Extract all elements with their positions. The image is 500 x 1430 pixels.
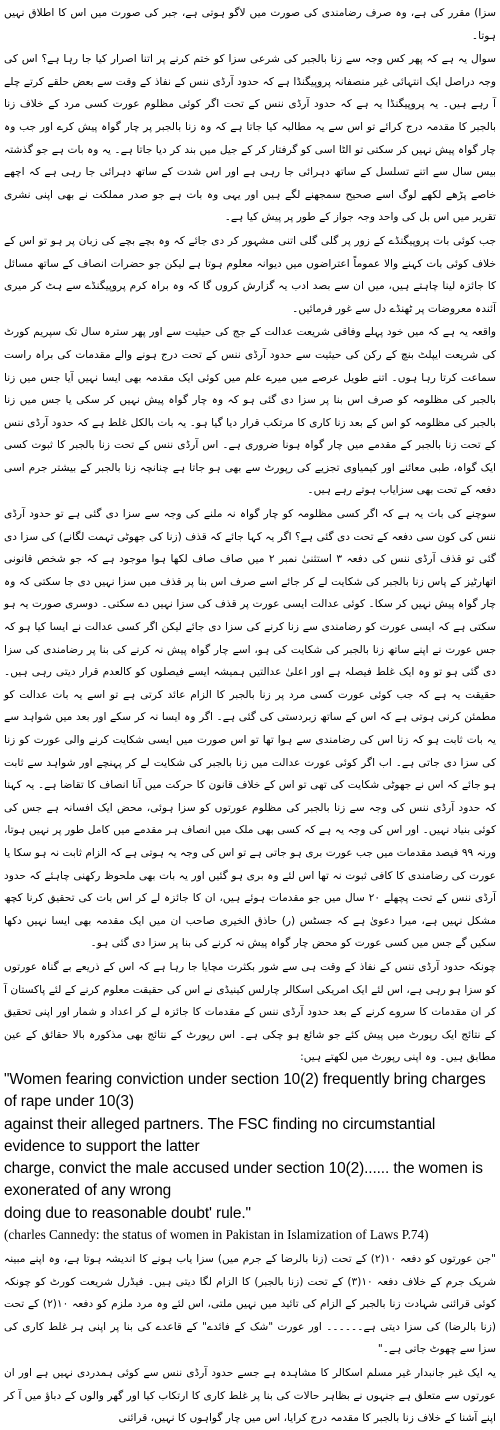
english-quote-line-4: doing due to reasonable doubt' rule." xyxy=(4,1204,251,1222)
paragraph-6: چونکہ حدود آرڈی ننس کے نفاذ کے وقت ہی سے شور بکثرت مچایا جا رہا ہے کہ اس کے ذریعے بے گناہ عورتوں کو سزا ہو رہی ہے، اس لئے ایک امریکی اسکالر چارلس کینیڈی نے اس کی حقیقت معلوم کرنے کے لئے پاکستان آ کر ان مقدمات کا سروے کرنے کے بعد حدود آرڈی ننس کے مقدمات کا جائزہ لے کر اعداد و شمار اور اپنی تحقیق کے نتائج ایک رپورٹ میں پیش کئے جو شائع ہو چکی ہے۔ اس رپورٹ کے نتائج بھی مذکورہ بالا حقائق کے عین مطابق ہیں۔ وہ اپنی رپورٹ میں لکھتے ہیں: xyxy=(4,960,496,1064)
english-quote-line-2: against their alleged partners. The FSC finding no circumstantial evidence to support the latter xyxy=(4,1115,436,1155)
english-quote xyxy=(4,1069,496,1225)
paragraph-10: یہ ایک غیر جانبدار غیر مسلم اسکالر کا مشاہدہ ہے جسے حدود آرڈی ننس سے کوئی ہمدردی نہیں ہے اور ان عورتوں سے متعلق ہے جنہوں نے بظاہر حالات کی بنا پر غلط کاری کا ارتکاب کیا اور گھر والوں کے دباؤ میں آ کر اپنے آشنا کے خلاف زنا بالجبر کا مقدمہ درج کرایا، اس میں چار گواہوں کا نہیں، قرائنی xyxy=(4,1366,496,1425)
paragraph-4: واقعہ یہ ہے کہ میں خود پہلے وفاقی شریعت عدالت کے جج کی حیثیت سے اور پھر سترہ سال تک سپریم کورٹ کی شریعت ایپلٹ بنچ کے رکن کی حیثیت سے حدود آرڈی ننس کے تحت درج ہونے والے مقدمات کی براہ راست سماعت کرتا رہا ہوں۔ اتنے طویل عرصے میں میرے علم میں کوئی ایک مقدمہ بھی ایسا نہیں آیا جس میں زنا بالجبر کی مظلومہ کو صرف اس بنا پر سزا دی گئی ہو کہ وہ چار گواہ پیش نہیں کر سکی یا جس میں زنا بالجبر کی مظلومہ کو اس کے بعد زنا کاری کا مرتکب قرار دیا گیا ہو۔ یہ بات بالکل غلط ہے کہ حدود آرڈی ننس کے تحت زنا بالجبر کے مقدمے میں چار گواہ ہونا ضروری ہے۔ اس آرڈی ننس کے تحت زنا بالجبر کا ثبوت کسی ایک گواہ، طبی معائنے اور کیمیاوی تجزیے کی رپورٹ سے بھی ہو جاتا ہے چنانچہ زنا بالجبر کے بیشتر جرم اسی دفعہ کے تحت بھی سزایاب ہوتے رہے ہیں۔ xyxy=(4,326,496,497)
document-page xyxy=(4,2,496,1430)
paragraph-5: سوچنے کی بات یہ ہے کہ اگر کسی مظلومہ کو چار گواہ نہ ملنے کی وجہ سے سزا دی گئی ہے تو حدود آرڈی ننس کی کون سی دفعہ کے تحت دی گئی ہے؟ اگر یہ کہا جائے کہ قذف (زنا کی جھوٹی تہمت لگانے) کی سزا دی گئی تو قذف آرڈی ننس کی دفعہ ۳ استثنیٰ نمبر ۲ میں صاف صاف لکھا ہوا موجود ہے کہ جو شخص قانونی اتھارٹیز کے پاس زنا بالجبر کی شکایت لے کر جائے اسے صرف اس بنا پر قذف میں سزا نہیں دی جا سکتی کہ وہ چار گواہ پیش نہیں کر سکا۔ کوئی عدالت ایسی عورت پر قذف کی سزا نہیں دے سکتی۔ دوسری صورت یہ ہو سکتی ہے کہ ایسی عورت کو رضامندی سے زنا کرنے کی سزا دی جائے لیکن اگر کسی عدالت نے ایسا کیا ہو کہ جس عورت نے اپنے ساتھ زنا بالجبر کی شکایت کی ہو، اسے چار گواہ پیش نہ کرنے کی بنا پر رضامندی کی سزا دی گئی ہو تو وہ ایک غلط فیصلہ ہے اور اعلیٰ عدالتیں ہمیشہ ایسے فیصلوں کو کالعدم قرار دیتی رہی ہیں۔ حقیقت یہ ہے کہ جب کوئی عورت کسی مرد پر زنا بالجبر کا الزام عائد کرتی ہے تو اسے یہ بات عدالت کو مطمئن کرنی ہوتی ہے کہ اس کے ساتھ زبردستی کی گئی ہے۔ اگر وہ ایسا نہ کر سکے اور بعد میں شواہد سے یہ بات ثابت ہو کہ زنا اس کی رضامندی سے ہوا تھا تو اس صورت میں ایسی شکایت کرنے والی عورت کو زنا کی سزا دی جاتی ہے۔ اب اگر کوئی عورت عدالت میں زنا بالجبر کی شکایت لے کر پہنچے اور شواہد سے ثابت ہو جائے کہ اس نے جھوٹی شکایت کی تھی تو اس کے خلاف قانون کا حرکت میں آنا انصاف کا تقاضا ہے۔ یہ کہنا کہ حدود آرڈی ننس کی وجہ سے زنا بالجبر کی مظلوم عورتوں کو سزا ہوئی، محض ایک افسانہ ہے جس کی کوئی بنیاد نہیں۔ اور اس کی وجہ یہ ہے کہ کسی بھی ملک میں انصاف ہر مقدمے میں کامل طور پر نہیں ہوتا، ورنہ ۹۹ فیصد مقدمات میں جب عورت بری ہو جاتی ہے تو اس کی وجہ یہ ہوتی ہے کہ الزام ثابت نہ ہو سکا یا عورت کی رضامندی کا کافی ثبوت نہ تھا اس لئے وہ بری ہو گئیں اور یہ بات بھی ملحوظ رکھنی چاہئے کہ حدود آرڈی ننس کے تحت پچھلے ۲۰ سال میں جو مقدمات ہوئے ہیں، ان کا جائزہ لے کر اس بات کی تحقیق کرنا کچھ مشکل نہیں ہے، میرا دعویٰ ہے کہ جسٹس (ر) حاذق الخیری صاحب ان میں ایک مقدمہ بھی ایسا نہیں دکھا سکیں گے جس میں کسی عورت کو محض چار گواہ پیش نہ کرنے کی بنا پر سزا دی گئی ہو۔ xyxy=(4,508,496,950)
english-quote-line-3: charge, convict the male accused under section 10(2)...... the women is exonerated of any wrong xyxy=(4,1160,483,1200)
citation: (charles Cannedy: the status of women in Pakistan in Islamization of Laws P.74) xyxy=(4,1226,429,1242)
paragraph-3: جب کوئی بات پروپیگنڈے کے زور پر گلی گلی اتنی مشہور کر دی جائے کہ وہ بچے بچے کی زبان پر ہو تو اس کے خلاف کوئی بات کہنے والا عموماً اعتراضوں میں دیوانہ معلوم ہوتا ہے لیکن جو حضرات انصاف کے ساتھ مسائل کا جائزہ لینا چاہتے ہیں، میں ان سے بصد ادب یہ گزارش کروں گا کہ وہ براہ کرم پروپیگنڈے سے ہٹ کر میری آئندہ معروضات پر ٹھنڈے دل سے غور فرمائیں۔ xyxy=(4,234,496,315)
paragraph-1: سزا) مقرر کی ہے، وہ صرف رضامندی کی صورت میں لاگو ہوتی ہے، جبر کی صورت میں اس کا اطلاق نہیں ہوتا۔ xyxy=(4,7,496,42)
english-quote-line-1: "Women fearing conviction under section 10(2) frequently bring charges of rape under 10(3) xyxy=(4,1070,486,1111)
paragraph-translation: "جن عورتوں کو دفعہ ۱۰(۲) کے تحت (زنا بالرضا کے جرم میں) سزا یاب ہونے کا اندیشہ ہوتا ہے، وہ اپنے مبینہ شریک جرم کے خلاف دفعہ ۱۰(۳) کے تحت (زنا بالجبر) کا الزام لگا دیتی ہیں۔ فیڈرل شریعت کورٹ کو چونکہ کوئی قرائنی شہادت زنا بالجبر کے الزام کی تائید میں نہیں ملتی، اس لئے وہ مرد ملزم کو دفعہ ۱۰(۲) کے تحت (زنا بالرضا) کی سزا دیتی ہے۔۔۔۔۔۔ اور عورت "شک کے فائدے" کے قاعدے کی بنا پر اپنی ہر غلط کاری کی سزا سے چھوٹ جاتی ہے۔" xyxy=(4,1252,496,1356)
paragraph-2: سوال یہ ہے کہ پھر کس وجہ سے زنا بالجبر کی شرعی سزا کو ختم کرنے پر اتنا اصرار کیا جا رہا ہے؟ اس کی وجہ دراصل ایک انتہائی غیر منصفانہ پروپیگنڈا ہے کہ حدود آرڈی ننس کے نفاذ کے وقت سے بعض حلقے کرتے چلے آ رہے ہیں۔ یہ پروپیگنڈا یہ ہے کہ حدود آرڈی ننس کے تحت اگر کوئی مظلوم عورت کسی مرد کے خلاف زنا بالجبر کا مقدمہ درج کرائے تو اس سے یہ مطالبہ کیا جاتا ہے کہ وہ زنا بالجبر پر چار گواہ پیش کرے اور جب وہ چار گواہ پیش نہیں کر سکتی تو الٹا اسی کو گرفتار کر کے جیل میں بند کر دیا جاتا ہے۔ یہ وہ بات ہے جو گذشتہ بیس سال سے اتنے تسلسل کے ساتھ دہرائی جا رہی ہے اور اس شدت کے ساتھ دہرائی جا رہی ہے کہ اچھے خاصے پڑھے لکھے لوگ اسے صحیح سمجھنے لگے ہیں اور یہی وہ بات ہے جو صدر مملکت نے بھی اپنی نشری تقریر میں اس بل کی واحد وجہ جواز کے طور پر پیش کیا ہے۔ xyxy=(4,53,496,224)
